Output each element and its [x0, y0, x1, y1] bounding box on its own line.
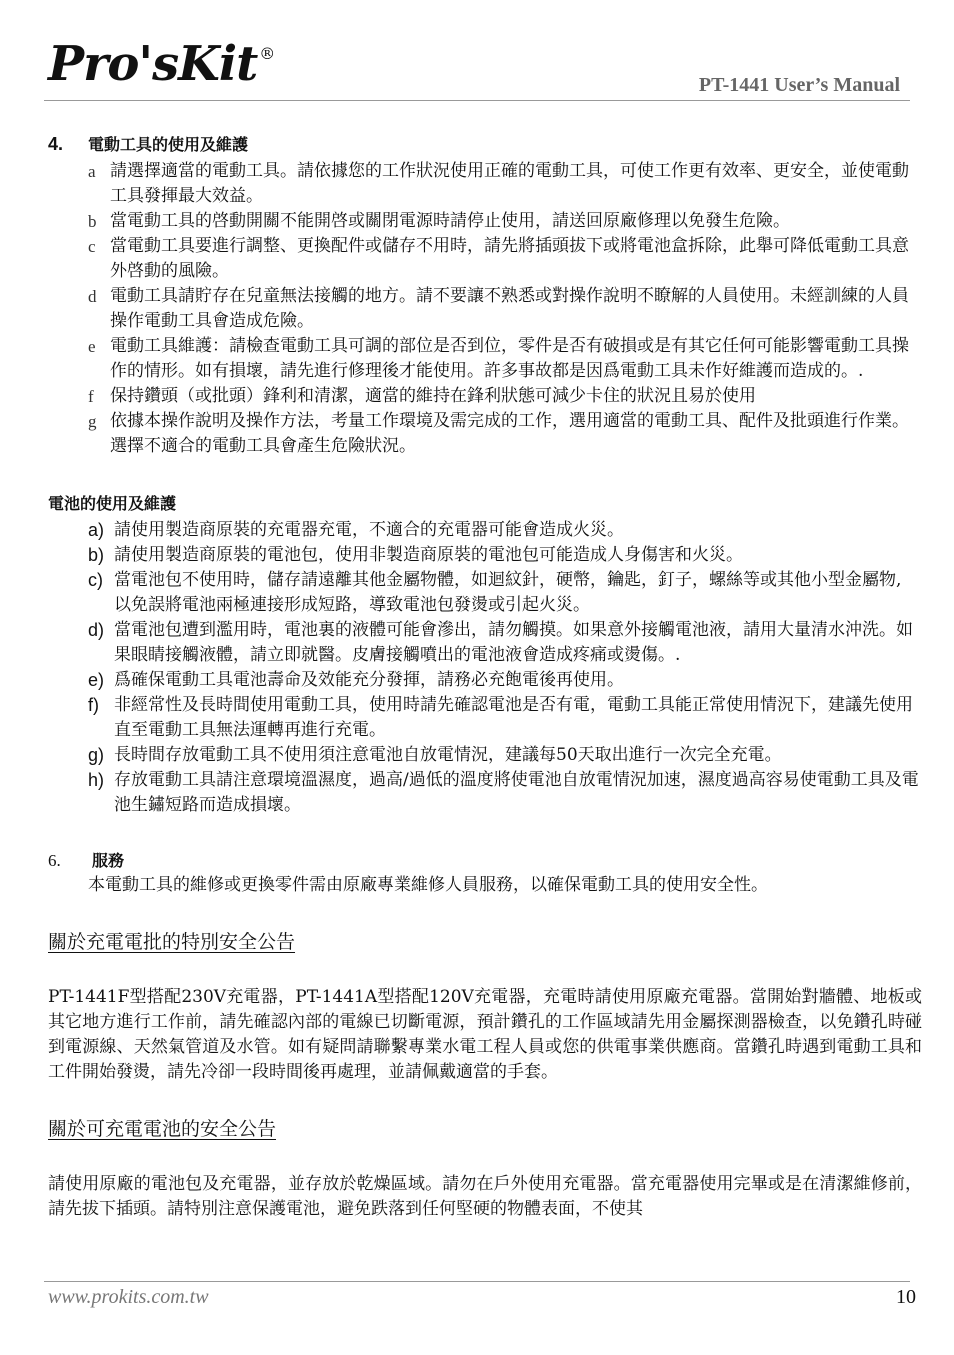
list-item-text: 存放電動工具請注意環境溫濕度，過高/過低的溫度將使電池自放電情況加速，濕度過高容易使電動工具及電池生鏽短路而造成損壞。: [114, 770, 919, 815]
list-item-text: 當電池包不使用時，儲存請遠離其他金屬物體，如迴紋針，硬幣，鑰匙，釘子，螺絲等或其他小型金屬物, 以免誤將電池兩極連接形成短路，導致電池包發燙或引起火災。: [114, 570, 902, 615]
list-item-text: 當電動工具要進行調整、更換配件或儲存不用時，請先將插頭拔下或將電池盒拆除，此舉可降低電動工具意外啓動的風險。: [110, 236, 909, 281]
header-divider: [44, 100, 910, 101]
service-text: 本電動工具的維修或更換零件需由原廠專業維修人員服務，以確保電動工具的使用安全性。: [88, 875, 768, 895]
battery-notice-text: 請使用原廠的電池包及充電器，並存放於乾燥區域。請勿在戶外使用充電器。當充電器使用完畢或是在清潔維修前，請先拔下插頭。請特別注意保護電池，避免跌落到任何堅硬的物體表面，不使其: [48, 1174, 922, 1219]
list-item: [48, 234, 922, 284]
battery-heading: 電池的使用及維護: [48, 494, 177, 513]
list-item: [48, 284, 922, 334]
footer-divider: [44, 1281, 910, 1282]
list-item-label: c): [88, 570, 103, 590]
list-item-text: 爲確保電動工具電池壽命及效能充分發揮，請務必充飽電後再使用。: [114, 670, 624, 690]
list-item: [48, 384, 922, 409]
section-number: 4.: [48, 134, 64, 154]
list-item-label: e: [88, 337, 96, 356]
list-item-label: h): [88, 770, 105, 790]
battery-notice-heading: 關於可充電電池的安全公告: [48, 1118, 277, 1140]
page-content: [48, 132, 922, 1222]
list-item: [48, 768, 922, 818]
list-item-text: 長時間存放電動工具不使用須注意電池自放電情況，建議每50天取出進行一次完全充電。: [114, 745, 782, 765]
manual-title: PT-1441 User’s Manual: [698, 74, 900, 96]
section-4-heading: [48, 132, 922, 157]
charger-notice-text: PT-1441F型搭配230V充電器，PT-1441A型搭配120V充電器，充電時請使用原廠充電器。當開始對牆體、地板或其它地方進行工作前，請先確認內部的電線已切斷電源，預計鑽孔的工作區域請先用金屬探測器檢查，以免鑽孔時碰到電源線、天然氣管道及水管。如有疑問請聯繫專業水電工程人員或您的供電事業供應商。當鑽孔時遇到電動工具和工件開始發燙，請先冷卻一段時間後再處理，並請佩戴適當的手套。: [48, 987, 922, 1082]
list-item: [48, 618, 922, 668]
list-item-text: 請使用製造商原裝的電池包，使用非製造商原裝的電池包可能造成人身傷害和火災。: [114, 545, 743, 565]
list-item: [48, 693, 922, 743]
list-item: [48, 568, 922, 618]
list-item-label: c: [88, 237, 96, 256]
section-title: 電動工具的使用及維護: [88, 135, 249, 154]
tool-use-list: [48, 159, 922, 459]
list-item-text: 請選擇適當的電動工具。請依據您的工作狀況使用正確的電動工具，可使工作更有效率、更安全，並使電動工具發揮最大效益。: [110, 161, 909, 206]
brand-name: Pro'sKit: [48, 36, 258, 92]
battery-list: [48, 518, 922, 818]
registered-mark: ®: [259, 44, 275, 63]
list-item-label: d: [88, 287, 97, 306]
website-link[interactable]: www.prokits.com.tw: [48, 1286, 209, 1308]
list-item-label: g): [88, 745, 105, 765]
section-title: 服務: [92, 851, 125, 870]
list-item-label: b: [88, 212, 97, 231]
list-item-label: a: [88, 162, 96, 181]
list-item-label: f): [88, 695, 99, 715]
list-item: [48, 543, 922, 568]
list-item-label: a): [88, 520, 105, 540]
list-item: [48, 334, 922, 384]
list-item-label: e): [88, 670, 105, 690]
list-item: [48, 743, 922, 768]
list-item-label: g: [88, 412, 97, 431]
list-item: [48, 668, 922, 693]
list-item-text: 非經常性及長時間使用電動工具，使用時請先確認電池是否有電，電動工具能正常使用情況下，建議先使用直至電動工具無法運轉再進行充電。: [114, 695, 913, 740]
list-item-text: 保持鑽頭（或批頭）鋒利和清潔，適當的維持在鋒利狀態可減少卡住的狀況且易於使用: [110, 386, 756, 406]
list-item-text: 電動工具請貯存在兒童無法接觸的地方。請不要讓不熟悉或對操作說明不瞭解的人員使用。未經訓練的人員操作電動工具會造成危險。: [110, 286, 909, 331]
charger-notice-heading: 關於充電電批的特別安全公告: [48, 931, 296, 953]
section-number: 6.: [48, 851, 61, 870]
list-item-label: f: [88, 387, 94, 406]
list-item: [48, 209, 922, 234]
list-item-text: 電動工具維護：請檢查電動工具可調的部位是否到位，零件是否有破損或是有其它任何可能影響電動工具操作的情形。如有損壞，請先進行修理後才能使用。許多事故都是因爲電動工具未作好維護而造成的。.: [110, 336, 909, 381]
page-number: 10: [896, 1286, 916, 1308]
list-item-text: 當電池包遭到濫用時，電池裏的液體可能會滲出，請勿觸摸。如果意外接觸電池液，請用大量清水沖洗。如果眼睛接觸液體，請立即就醫。皮膚接觸噴出的電池液會造成疼痛或燙傷。.: [114, 620, 913, 665]
list-item-label: b): [88, 545, 105, 565]
brand-logo: [48, 36, 275, 92]
list-item: [48, 159, 922, 209]
list-item-text: 請使用製造商原裝的充電器充電，不適合的充電器可能會造成火災。: [114, 520, 624, 540]
service-heading: [48, 848, 922, 873]
list-item-label: d): [88, 620, 105, 640]
list-item-text: 當電動工具的啓動開關不能開啓或關閉電源時請停止使用，請送回原廠修理以免發生危險。: [110, 211, 790, 231]
list-item-text: 依據本操作說明及操作方法，考量工作環境及需完成的工作，選用適當的電動工具、配件及批頭進行作業。選擇不適合的電動工具會產生危險狀況。: [110, 411, 909, 456]
list-item: [48, 409, 922, 459]
list-item: [48, 518, 922, 543]
